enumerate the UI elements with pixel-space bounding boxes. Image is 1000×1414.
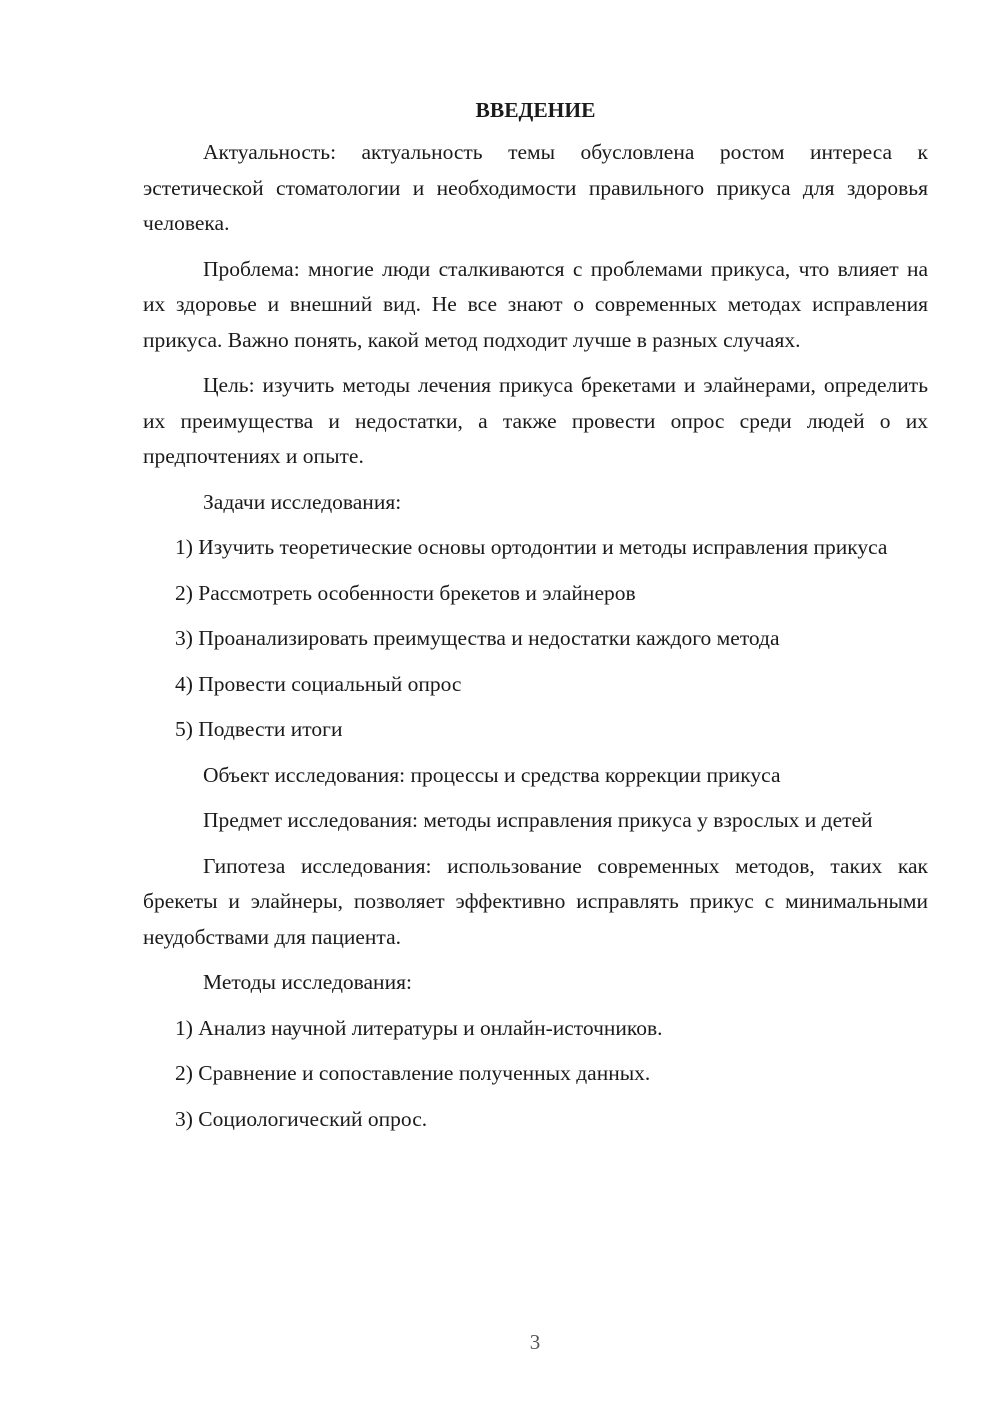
- document-page: [143, 95, 928, 1147]
- methods-heading: Методы исследования:: [203, 970, 412, 994]
- subject-paragraph: Предмет исследования: методы исправления прикуса у взрослых и детей: [203, 808, 873, 832]
- task-item: 1) Изучить теоретические основы ортодонтии и методы исправления прикуса: [175, 535, 888, 559]
- hypothesis-paragraph: Гипотеза исследования: использование современных методов, таких как брекеты и элайнеры, позволяет эффективно исправлять прикус с минимальными неудобствами для пациента.: [143, 853, 928, 949]
- task-item: 2) Рассмотреть особенности брекетов и элайнеров: [175, 580, 636, 605]
- problem-paragraph: Проблема: многие люди сталкиваются с проблемами прикуса, что влияет на их здоровье и внешний вид. Не все знают о современных методах исправления прикуса. Важно понять, какой метод подходит лучше в разных случаях.: [143, 256, 928, 352]
- task-item: 3) Проанализировать преимущества и недостатки каждого метода: [175, 626, 780, 650]
- task-item: 5) Подвести итоги: [175, 717, 343, 741]
- tasks-heading: Задачи исследования:: [203, 489, 402, 514]
- method-item: 1) Анализ научной литературы и онлайн-источников.: [175, 1015, 663, 1040]
- method-item: 3) Социологический опрос.: [175, 1106, 428, 1131]
- task-item: 4) Провести социальный опрос: [175, 671, 462, 696]
- relevance-paragraph: Актуальность: актуальность темы обусловлена ростом интереса к эстетической стоматологии и необходимости правильного прикуса для здоровья человека.: [143, 140, 928, 235]
- page-title: ВВЕДЕНИЕ: [475, 98, 596, 122]
- goal-paragraph: Цель: изучить методы лечения прикуса брекетами и элайнерами, определить их преимущества и недостатки, а также провести опрос среди людей о их предпочтениях и опыте.: [143, 373, 928, 468]
- method-item: 2) Сравнение и сопоставление полученных данных.: [175, 1061, 651, 1085]
- object-paragraph: Объект исследования: процессы и средства коррекции прикуса: [203, 762, 781, 787]
- page-number: 3: [529, 1330, 541, 1354]
